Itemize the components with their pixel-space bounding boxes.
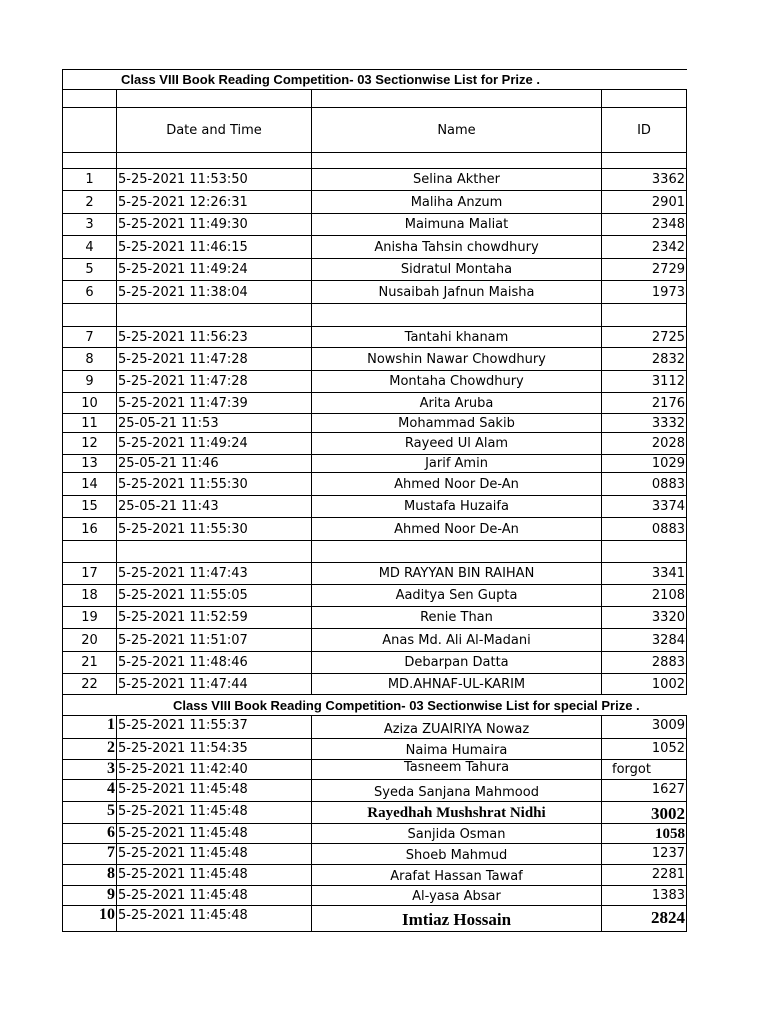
date-cell: 5-25-2021 11:45:48 (116, 844, 311, 864)
blank-row (62, 153, 687, 169)
id-cell: forgot (601, 760, 687, 779)
serial-cell: 10 (62, 906, 116, 931)
id-cell: 3112 (601, 371, 687, 392)
name-cell: MD RAYYAN BIN RAIHAN (311, 563, 601, 584)
table-row (62, 393, 687, 414)
id-cell: 2901 (601, 191, 687, 213)
title-row-special (62, 695, 687, 716)
date-cell: 5-25-2021 11:53:50 (116, 169, 311, 190)
date-cell: 5-25-2021 11:56:23 (116, 327, 311, 347)
title-row-prize (62, 69, 687, 90)
name-cell: Shoeb Mahmud (311, 844, 601, 864)
serial-cell: 14 (62, 473, 116, 495)
name-cell: Arita Aruba (311, 393, 601, 413)
serial-cell: 13 (62, 455, 116, 472)
sheet-title: Class VIII Book Reading Competition- 03 Sectionwise List for Prize . (121, 72, 540, 87)
table-row (62, 585, 687, 607)
id-cell: 3002 (601, 802, 687, 823)
blank-row (62, 304, 687, 327)
table-row (62, 433, 687, 455)
date-cell: 5-25-2021 11:51:07 (116, 629, 311, 651)
date-cell: 5-25-2021 11:49:30 (116, 214, 311, 235)
serial-cell: 5 (62, 259, 116, 280)
name-cell: Sidratul Montaha (311, 259, 601, 280)
name-cell: Tantahi khanam (311, 327, 601, 347)
serial-cell: 3 (62, 760, 116, 779)
name-cell: Nowshin Nawar Chowdhury (311, 348, 601, 370)
id-cell: 2028 (601, 433, 687, 454)
table-row (62, 455, 687, 473)
blank-row (62, 90, 687, 108)
name-cell: Naima Humaira (311, 739, 601, 759)
name-cell: Maimuna Maliat (311, 214, 601, 235)
date-cell: 5-25-2021 11:45:48 (116, 780, 311, 801)
table-row (62, 780, 687, 802)
serial-cell: 11 (62, 414, 116, 432)
id-cell: 3362 (601, 169, 687, 190)
name-cell: Al-yasa Absar (311, 886, 601, 905)
name-cell: Tasneem Tahura (311, 760, 601, 779)
serial-cell: 16 (62, 518, 116, 540)
date-cell: 5-25-2021 11:42:40 (116, 760, 311, 779)
id-cell: 1973 (601, 281, 687, 303)
id-cell: 3374 (601, 496, 687, 517)
date-cell: 5-25-2021 11:38:04 (116, 281, 311, 303)
id-cell: 0883 (601, 473, 687, 495)
date-cell: 5-25-2021 11:47:28 (116, 371, 311, 392)
name-cell: Jarif Amin (311, 455, 601, 472)
table-row (62, 236, 687, 259)
date-cell: 25-05-21 11:43 (116, 496, 311, 517)
date-cell: 5-25-2021 11:52:59 (116, 607, 311, 628)
table-row (62, 844, 687, 865)
name-cell: Imtiaz Hossain (311, 906, 601, 931)
name-cell: Arafat Hassan Tawaf (311, 865, 601, 885)
table-row (62, 802, 687, 824)
serial-cell: 6 (62, 281, 116, 303)
spreadsheet (62, 69, 687, 932)
table-row (62, 518, 687, 541)
serial-cell: 22 (62, 674, 116, 694)
table-row (62, 281, 687, 304)
id-cell: 1237 (601, 844, 687, 864)
name-cell: Ahmed Noor De-An (311, 518, 601, 540)
id-cell: 2108 (601, 585, 687, 606)
date-cell: 5-25-2021 11:49:24 (116, 259, 311, 280)
header-id: ID (601, 108, 687, 152)
serial-cell: 8 (62, 865, 116, 885)
table-row (62, 652, 687, 674)
serial-cell: 21 (62, 652, 116, 673)
id-cell: 2725 (601, 327, 687, 347)
date-cell: 5-25-2021 11:47:43 (116, 563, 311, 584)
table-row (62, 327, 687, 348)
serial-cell: 12 (62, 433, 116, 454)
name-cell: Mohammad Sakib (311, 414, 601, 432)
name-cell: Mustafa Huzaifa (311, 496, 601, 517)
name-cell: Anas Md. Ali Al-Madani (311, 629, 601, 651)
name-cell: Maliha Anzum (311, 191, 601, 213)
date-cell: 5-25-2021 11:55:05 (116, 585, 311, 606)
table-row (62, 906, 687, 932)
name-cell: Aaditya Sen Gupta (311, 585, 601, 606)
date-cell: 5-25-2021 11:55:30 (116, 518, 311, 540)
id-cell: 1383 (601, 886, 687, 905)
serial-cell: 17 (62, 563, 116, 584)
date-cell: 5-25-2021 11:47:28 (116, 348, 311, 370)
date-cell: 5-25-2021 11:54:35 (116, 739, 311, 759)
date-cell: 5-25-2021 11:45:48 (116, 865, 311, 885)
date-cell: 25-05-21 11:53 (116, 414, 311, 432)
blank-row (62, 541, 687, 563)
id-cell: 2883 (601, 652, 687, 673)
id-cell: 3009 (601, 716, 687, 738)
name-cell: Ahmed Noor De-An (311, 473, 601, 495)
name-cell: Nusaibah Jafnun Maisha (311, 281, 601, 303)
date-cell: 5-25-2021 11:46:15 (116, 236, 311, 258)
table-row (62, 674, 687, 695)
serial-cell: 2 (62, 191, 116, 213)
serial-cell: 7 (62, 844, 116, 864)
serial-cell: 9 (62, 886, 116, 905)
id-cell: 2281 (601, 865, 687, 885)
serial-cell: 1 (62, 716, 116, 738)
serial-cell: 20 (62, 629, 116, 651)
date-cell: 25-05-21 11:46 (116, 455, 311, 472)
header-name: Name (311, 108, 601, 152)
name-cell: Montaha Chowdhury (311, 371, 601, 392)
id-cell: 2729 (601, 259, 687, 280)
serial-cell: 5 (62, 802, 116, 823)
table-row (62, 414, 687, 433)
serial-cell: 3 (62, 214, 116, 235)
id-cell: 1029 (601, 455, 687, 472)
id-cell: 2824 (601, 906, 687, 931)
id-cell: 2348 (601, 214, 687, 235)
table-row (62, 348, 687, 371)
id-cell: 2832 (601, 348, 687, 370)
name-cell: Debarpan Datta (311, 652, 601, 673)
id-cell: 2176 (601, 393, 687, 413)
serial-cell: 6 (62, 824, 116, 843)
table-row (62, 607, 687, 629)
name-cell: Anisha Tahsin chowdhury (311, 236, 601, 258)
name-cell: Syeda Sanjana Mahmood (311, 780, 601, 801)
serial-cell: 2 (62, 739, 116, 759)
table-row (62, 716, 687, 739)
serial-cell: 1 (62, 169, 116, 190)
id-cell: 3284 (601, 629, 687, 651)
date-cell: 5-25-2021 11:55:30 (116, 473, 311, 495)
date-cell: 5-25-2021 11:45:48 (116, 886, 311, 905)
date-cell: 5-25-2021 11:55:37 (116, 716, 311, 738)
name-cell: Selina Akther (311, 169, 601, 190)
serial-cell: 10 (62, 393, 116, 413)
id-cell: 1627 (601, 780, 687, 801)
table-row (62, 371, 687, 393)
special-prize-list (62, 716, 687, 932)
id-cell: 3320 (601, 607, 687, 628)
date-cell: 5-25-2021 11:45:48 (116, 906, 311, 931)
name-cell: Sanjida Osman (311, 824, 601, 843)
date-cell: 5-25-2021 11:47:44 (116, 674, 311, 694)
table-row (62, 214, 687, 236)
table-row (62, 563, 687, 585)
serial-cell: 4 (62, 780, 116, 801)
id-cell: 1052 (601, 739, 687, 759)
date-cell: 5-25-2021 11:47:39 (116, 393, 311, 413)
table-row (62, 473, 687, 496)
date-cell: 5-25-2021 11:48:46 (116, 652, 311, 673)
date-cell: 5-25-2021 11:45:48 (116, 802, 311, 823)
serial-cell: 8 (62, 348, 116, 370)
name-cell: Renie Than (311, 607, 601, 628)
date-cell: 5-25-2021 11:49:24 (116, 433, 311, 454)
name-cell: Rayeed Ul Alam (311, 433, 601, 454)
table-row (62, 496, 687, 518)
name-cell: Aziza ZUAIRIYA Nowaz (311, 716, 601, 738)
table-row (62, 739, 687, 760)
serial-cell: 9 (62, 371, 116, 392)
date-cell: 5-25-2021 11:45:48 (116, 824, 311, 843)
date-cell: 5-25-2021 12:26:31 (116, 191, 311, 213)
table-row (62, 760, 687, 780)
table-row (62, 191, 687, 214)
id-cell: 3341 (601, 563, 687, 584)
serial-cell: 4 (62, 236, 116, 258)
prize-list (62, 169, 687, 695)
serial-cell: 18 (62, 585, 116, 606)
table-row (62, 865, 687, 886)
table-row (62, 169, 687, 191)
serial-cell: 15 (62, 496, 116, 517)
name-cell: Rayedhah Mushshrat Nidhi (311, 802, 601, 823)
table-row (62, 629, 687, 652)
id-cell: 3332 (601, 414, 687, 432)
special-title: Class VIII Book Reading Competition- 03 Sectionwise List for special Prize . (173, 697, 640, 713)
id-cell: 2342 (601, 236, 687, 258)
serial-cell: 19 (62, 607, 116, 628)
name-cell: MD.AHNAF-UL-KARIM (311, 674, 601, 694)
id-cell: 1058 (601, 824, 687, 843)
table-row (62, 824, 687, 844)
header-row (62, 108, 687, 153)
table-row (62, 886, 687, 906)
id-cell: 0883 (601, 518, 687, 540)
serial-cell: 7 (62, 327, 116, 347)
header-date: Date and Time (116, 108, 311, 152)
table-row (62, 259, 687, 281)
id-cell: 1002 (601, 674, 687, 694)
